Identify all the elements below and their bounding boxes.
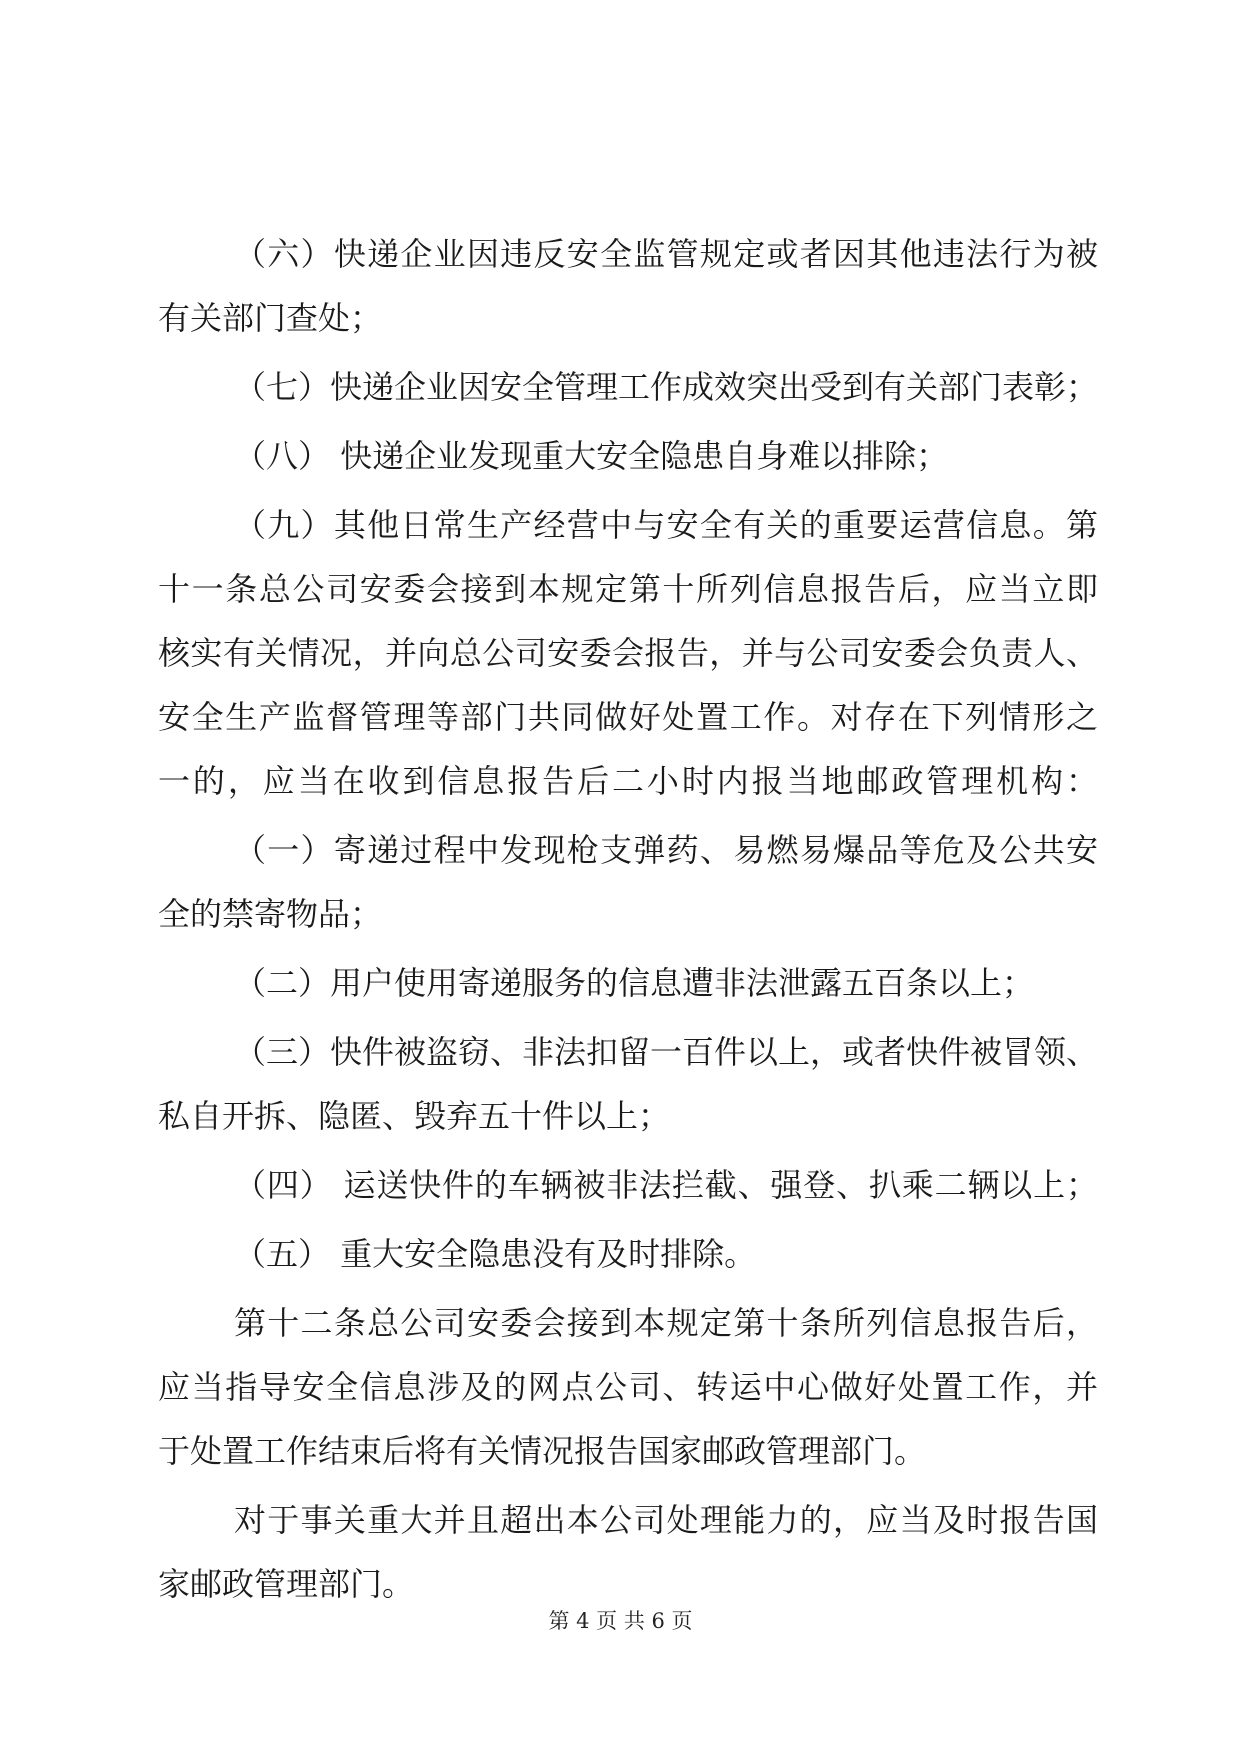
text-line: 第十二条总公司安委会接到本规定第十条所列信息报告后， xyxy=(234,1304,1098,1342)
text-line: （二）用户使用寄递服务的信息遭非法泄露五百条以上； xyxy=(234,964,1035,1002)
text-line: 安全生产监督管理等部门共同做好处置工作。对存在下列情形之 xyxy=(158,698,1098,736)
text-line: （五） 重大安全隐患没有及时排除。 xyxy=(234,1235,757,1273)
page-number-footer: 第 4 页 共 6 页 xyxy=(548,1609,693,1633)
text-line: （三）快件被盗窃、非法扣留一百件以上，或者快件被冒领、 xyxy=(234,1033,1099,1071)
text-line: （四） 运送快件的车辆被非法拦截、强登、扒乘二辆以上； xyxy=(234,1166,1098,1204)
text-line: （九）其他日常生产经营中与安全有关的重要运营信息。第 xyxy=(234,506,1098,544)
text-line: 核实有关情况，并向总公司安委会报告，并与公司安委会负责人、 xyxy=(158,634,1098,672)
text-line: 于处置工作结束后将有关情况报告国家邮政管理部门。 xyxy=(158,1432,927,1470)
text-line: 有关部门查处； xyxy=(158,299,383,337)
text-line: 十一条总公司安委会接到本规定第十所列信息报告后，应当立即 xyxy=(158,570,1098,608)
text-line: （七）快递企业因安全管理工作成效突出受到有关部门表彰； xyxy=(234,368,1099,406)
text-line: 全的禁寄物品； xyxy=(158,895,383,933)
text-line: （六）快递企业因违反安全监管规定或者因其他违法行为被 xyxy=(234,235,1098,273)
text-line: 应当指导安全信息涉及的网点公司、转运中心做好处置工作，并 xyxy=(158,1368,1098,1406)
text-line: 私自开拆、隐匿、毁弃五十件以上； xyxy=(158,1097,671,1135)
text-line: 家邮政管理部门。 xyxy=(158,1565,415,1603)
text-line: 一的，应当在收到信息报告后二小时内报当地邮政管理机构： xyxy=(158,762,1098,800)
text-line: （一）寄递过程中发现枪支弹药、易燃易爆品等危及公共安 xyxy=(234,831,1098,869)
text-line: （八） 快递企业发现重大安全隐患自身难以排除； xyxy=(234,437,949,475)
document-body xyxy=(158,222,1098,1616)
text-line: 对于事关重大并且超出本公司处理能力的，应当及时报告国 xyxy=(234,1501,1098,1539)
